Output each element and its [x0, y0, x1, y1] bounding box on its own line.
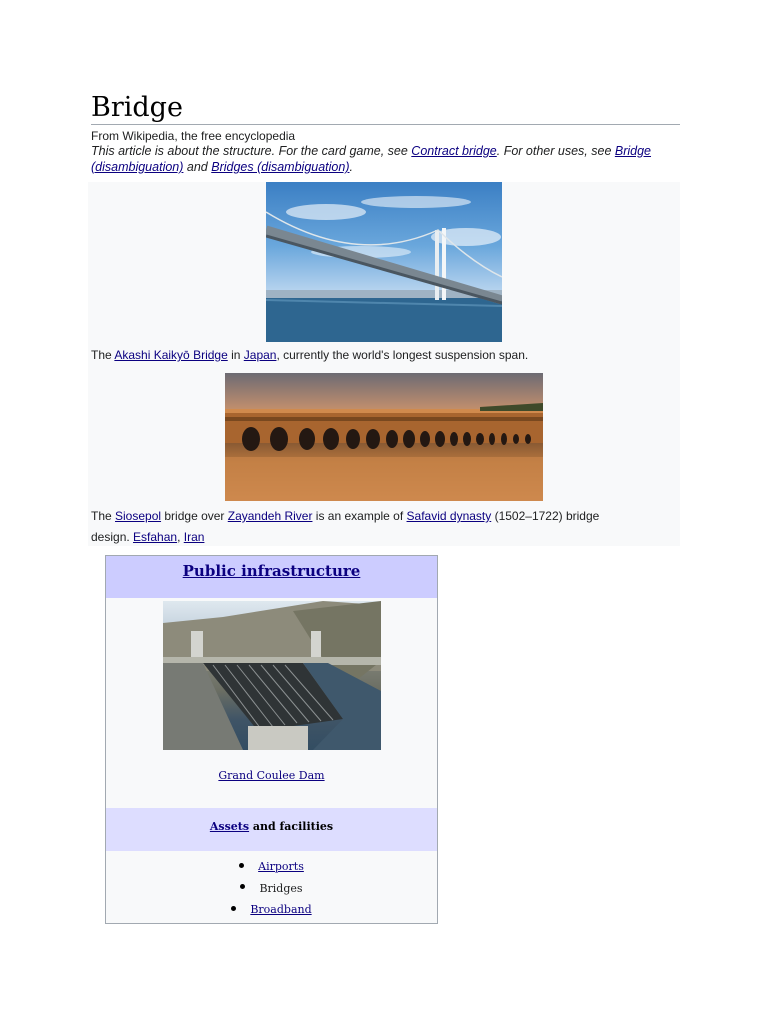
infobox-header [106, 556, 437, 598]
grand-coulee-dam-image[interactable] [163, 601, 381, 750]
akashi-bridge-illustration [266, 182, 502, 342]
infobox-title-link[interactable]: Public infrastructure [182, 562, 361, 580]
hatnote-text-4: . [349, 160, 353, 174]
link-zayandeh-river[interactable]: Zayandeh River [227, 509, 313, 523]
link-contract-bridge[interactable]: Contract bridge [411, 144, 497, 158]
subheader-text: and facilities [249, 820, 334, 833]
page-title: Bridge [91, 93, 680, 125]
hatnote-text-1: This article is about the structure. For the card game, see [91, 144, 412, 158]
caption2-text-4: (1502–1722) bridge design. [91, 509, 600, 544]
gallery-caption-akashi [91, 345, 621, 366]
hatnote [91, 143, 651, 175]
infobox-image-caption [106, 769, 437, 782]
caption1-text-2: in [227, 348, 244, 362]
link-airports[interactable]: Airports [258, 860, 304, 873]
list-item [106, 878, 437, 900]
link-siosepol[interactable]: Siosepol [115, 509, 162, 523]
infobox-public-infrastructure [105, 555, 438, 924]
caption1-text-1: The [91, 348, 115, 362]
bullet-icon [240, 884, 245, 889]
link-bridge-disambiguation[interactable]: Bridge (disambiguation) [91, 144, 652, 174]
dam-illustration [163, 601, 381, 750]
link-akashi-kaikyo-bridge[interactable]: Akashi Kaikyō Bridge [114, 348, 228, 362]
hatnote-text-3: and [183, 160, 212, 174]
item-bridges: Bridges [259, 881, 303, 895]
infobox-subheader [106, 808, 437, 851]
bullet-icon [231, 906, 236, 911]
hatnote-text-2: . For other uses, see [496, 144, 615, 158]
caption2-text-1: The [91, 509, 116, 523]
link-esfahan[interactable]: Esfahan [133, 530, 178, 544]
list-item [106, 899, 437, 921]
link-iran[interactable]: Iran [183, 530, 205, 544]
caption1-text-3: , currently the world's longest suspension span. [276, 348, 529, 362]
infobox-list [106, 856, 437, 921]
caption2-text-3: is an example of [312, 509, 407, 523]
akashi-bridge-image[interactable] [266, 182, 502, 342]
link-assets[interactable]: Assets [209, 820, 250, 833]
link-broadband[interactable]: Broadband [250, 903, 312, 916]
link-safavid-dynasty[interactable]: Safavid dynasty [406, 509, 492, 523]
link-bridges-disambiguation[interactable]: Bridges (disambiguation) [211, 160, 350, 174]
siosepol-bridge-image[interactable] [225, 373, 543, 501]
gallery-caption-siosepol [91, 506, 621, 548]
caption2-text-2: bridge over [161, 509, 228, 523]
site-tagline: From Wikipedia, the free encyclopedia [91, 129, 296, 143]
siosepol-bridge-illustration [225, 373, 543, 501]
caption2-text-5: , [177, 530, 184, 544]
list-item [106, 856, 437, 878]
link-grand-coulee-dam[interactable]: Grand Coulee Dam [218, 769, 325, 782]
link-japan[interactable]: Japan [243, 348, 277, 362]
bullet-icon [239, 863, 244, 868]
